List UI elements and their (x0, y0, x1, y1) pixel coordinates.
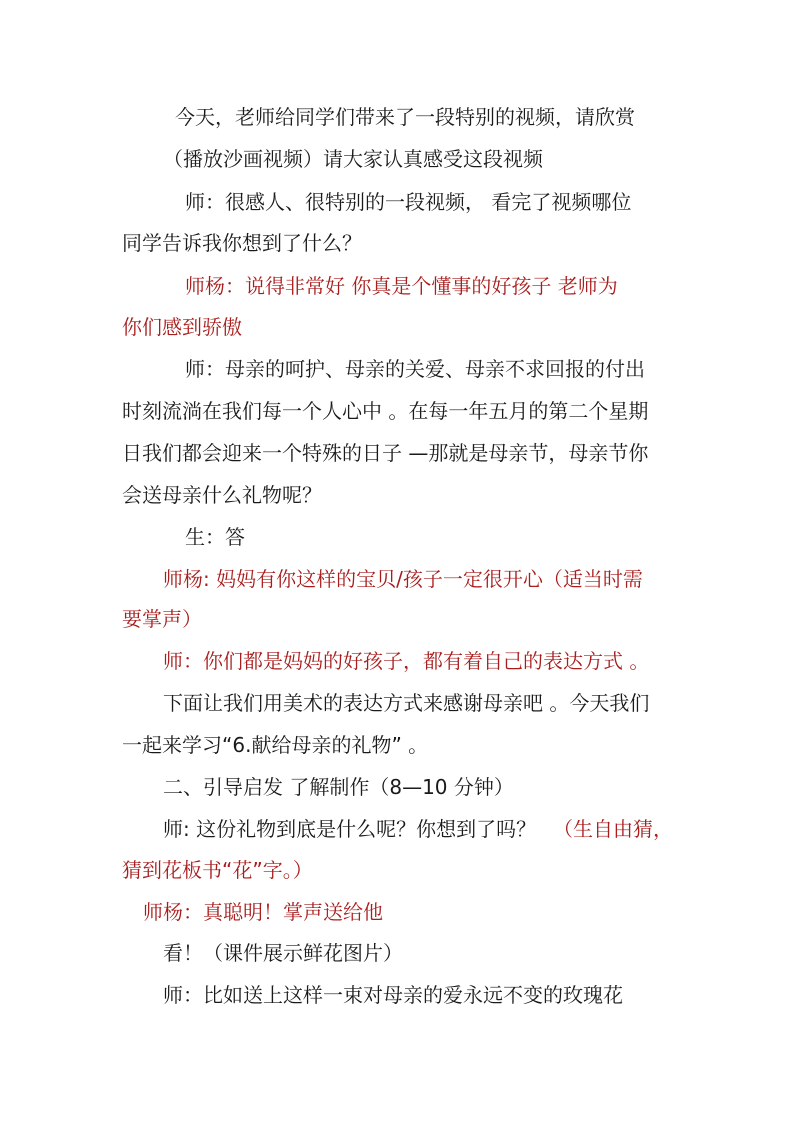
teacher-praise-line: 师杨：真聪明！掌声送给他 (143, 900, 383, 924)
paragraph-line: 师：母亲的呵护、母亲的关爱、母亲不求回报的付出 (185, 357, 645, 381)
paragraph-line: 会送母亲什么礼物呢？ (122, 483, 322, 507)
paragraph-line: 师: 这份礼物到底是什么呢？你想到了吗？ (163, 817, 537, 841)
paragraph-line: 一起来学习“6.献给母亲的礼物” 。 (122, 733, 429, 757)
paragraph-line: 同学告诉我你想到了什么？ (122, 231, 362, 255)
paragraph-line: 时刻流淌在我们每一个人心中 。在每一年五月的第二个星期 (122, 399, 649, 423)
paragraph-line: 今天，老师给同学们带来了一段特别的视频，请欣赏 (175, 105, 635, 129)
section-heading: 二、引导启发 了解制作（8—10 分钟） (163, 775, 514, 799)
teacher-praise-line: 猜到花板书“花”字。） (122, 858, 313, 882)
teacher-praise-line: 师杨：说得非常好 你真是个懂事的好孩子 老师为 (185, 274, 618, 298)
paragraph-line: 师：比如送上这样一束对母亲的爱永远不变的玫瑰花 (163, 983, 623, 1007)
teacher-praise-line: 要掌声） (122, 607, 202, 631)
teacher-praise-line: 师杨: 妈妈有你这样的宝贝/孩子一定很开心（适当时需 (163, 567, 643, 591)
teacher-praise-line: （生自由猜， (553, 817, 673, 841)
paragraph-line: 日我们都会迎来一个特殊的日子 —那就是母亲节，母亲节你 (122, 441, 649, 465)
teacher-praise-line: 你们感到骄傲 (122, 315, 242, 339)
paragraph-line: 生：答 (185, 525, 245, 549)
paragraph-line: 看！（课件展示鲜花图片） (163, 941, 403, 965)
paragraph-line: （播放沙画视频）请大家认真感受这段视频 (163, 147, 543, 171)
teacher-praise-line: 师：你们都是妈妈的好孩子，都有着自己的表达方式 。 (163, 649, 650, 673)
paragraph-line: 师：很感人、很特别的一段视频， 看完了视频哪位 (185, 190, 632, 214)
paragraph-line: 下面让我们用美术的表达方式来感谢母亲吧 。今天我们 (163, 691, 650, 715)
